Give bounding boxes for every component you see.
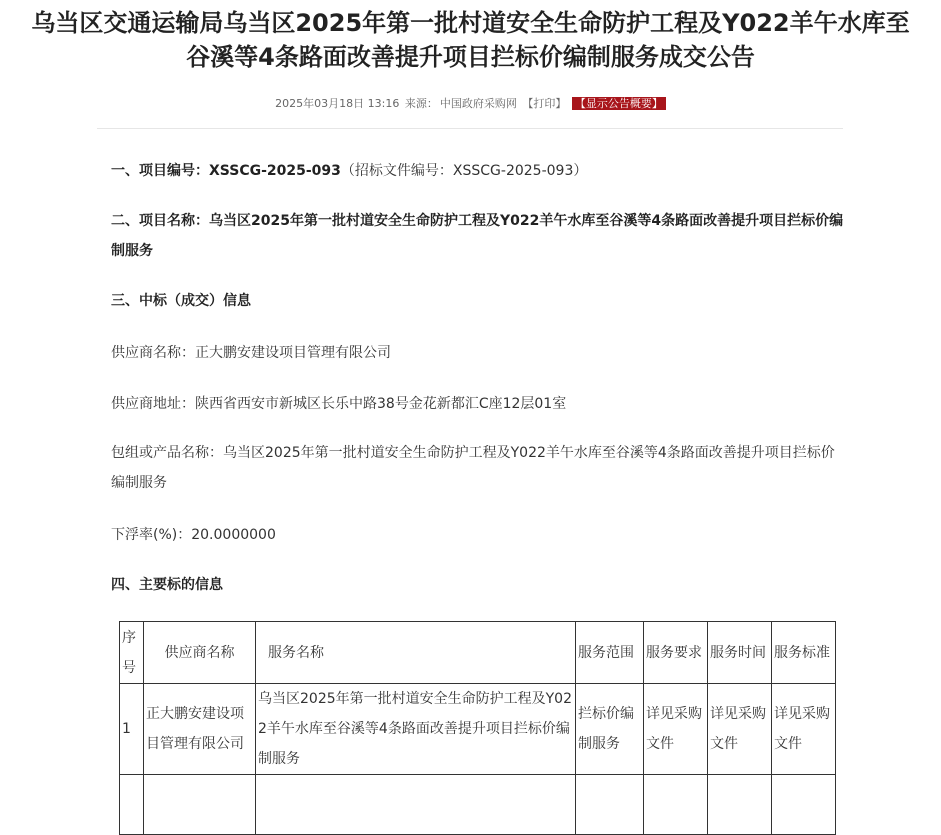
rate-line: [111, 520, 846, 550]
publish-date: 2025年03月18日 13:16: [275, 97, 400, 110]
project-number: [111, 156, 846, 186]
empty-cell: [256, 775, 576, 835]
project-name: [111, 206, 846, 266]
source-link[interactable]: 中国政府采购网: [439, 97, 517, 110]
cell-service-name: 乌当区2025年第一批村道安全生命防护工程及Y022羊午水库至谷溪等4条路面改善提升项目拦标价编制服务: [256, 684, 576, 775]
cell-supplier: 正大鹏安建设项目管理有限公司: [144, 684, 256, 775]
award-heading: [111, 286, 846, 316]
header-supplier: 供应商名称: [144, 622, 256, 684]
table-header-row: [120, 622, 836, 684]
subject-heading: [111, 570, 846, 600]
source-label: 来源：: [404, 97, 438, 110]
print-link[interactable]: 【打印】: [522, 97, 567, 110]
rate-label: 下浮率(%)：: [111, 527, 192, 543]
project-number-value: XSSCG-2025-093: [209, 163, 341, 179]
supplier-name: 正大鹏安建设项目管理有限公司: [195, 345, 391, 361]
empty-cell: [576, 775, 644, 835]
rate-value: 20.0000000: [191, 527, 276, 543]
article-meta: [0, 96, 941, 112]
cell-time: 详见采购文件: [708, 684, 772, 775]
subject-heading-text: 四、主要标的信息: [111, 577, 223, 593]
supplier-address: 陕西省西安市新城区长乐中路38号金花新都汇C座12层01室: [195, 396, 567, 412]
project-number-label: 一、项目编号：: [111, 163, 209, 179]
empty-cell: [120, 775, 144, 835]
award-heading-text: 三、中标（成交）信息: [111, 293, 251, 309]
project-name-label: 二、项目名称：: [111, 213, 209, 229]
empty-cell: [144, 775, 256, 835]
supplier-address-label: 供应商地址：: [111, 396, 195, 412]
package-label: 包组或产品名称：: [111, 445, 223, 461]
package-line: [111, 438, 846, 498]
subject-table: [119, 621, 836, 835]
table-row: [120, 775, 836, 835]
header-no: 序号: [120, 622, 144, 684]
supplier-name-line: [111, 338, 846, 368]
cell-no: 1: [120, 684, 144, 775]
header-requirement: 服务要求: [644, 622, 708, 684]
tender-doc-number: （招标文件编号：XSSCG-2025-093）: [340, 163, 588, 179]
header-time: 服务时间: [708, 622, 772, 684]
show-summary-button[interactable]: 【显示公告概要】: [572, 97, 666, 110]
header-standard: 服务标准: [772, 622, 836, 684]
empty-cell: [644, 775, 708, 835]
header-scope: 服务范围: [576, 622, 644, 684]
cell-scope: 拦标价编制服务: [576, 684, 644, 775]
supplier-name-label: 供应商名称：: [111, 345, 195, 361]
cell-requirement: 详见采购文件: [644, 684, 708, 775]
supplier-address-line: [111, 389, 846, 419]
divider: [97, 128, 843, 129]
empty-cell: [708, 775, 772, 835]
empty-cell: [772, 775, 836, 835]
project-name-value: 乌当区2025年第一批村道安全生命防护工程及Y022羊午水库至谷溪等4条路面改善提升项目拦标价编制服务: [111, 213, 844, 259]
subject-table-wrapper: [119, 621, 836, 835]
page-title: 乌当区交通运输局乌当区2025年第一批村道安全生命防护工程及Y022羊午水库至谷溪等4条路面改善提升项目拦标价编制服务成交公告: [31, 9, 910, 71]
cell-standard: 详见采购文件: [772, 684, 836, 775]
table-row: [120, 684, 836, 775]
header-service-name: 服务名称: [256, 622, 576, 684]
package-name: 乌当区2025年第一批村道安全生命防护工程及Y022羊午水库至谷溪等4条路面改善提升项目拦标价编制服务: [111, 445, 835, 491]
